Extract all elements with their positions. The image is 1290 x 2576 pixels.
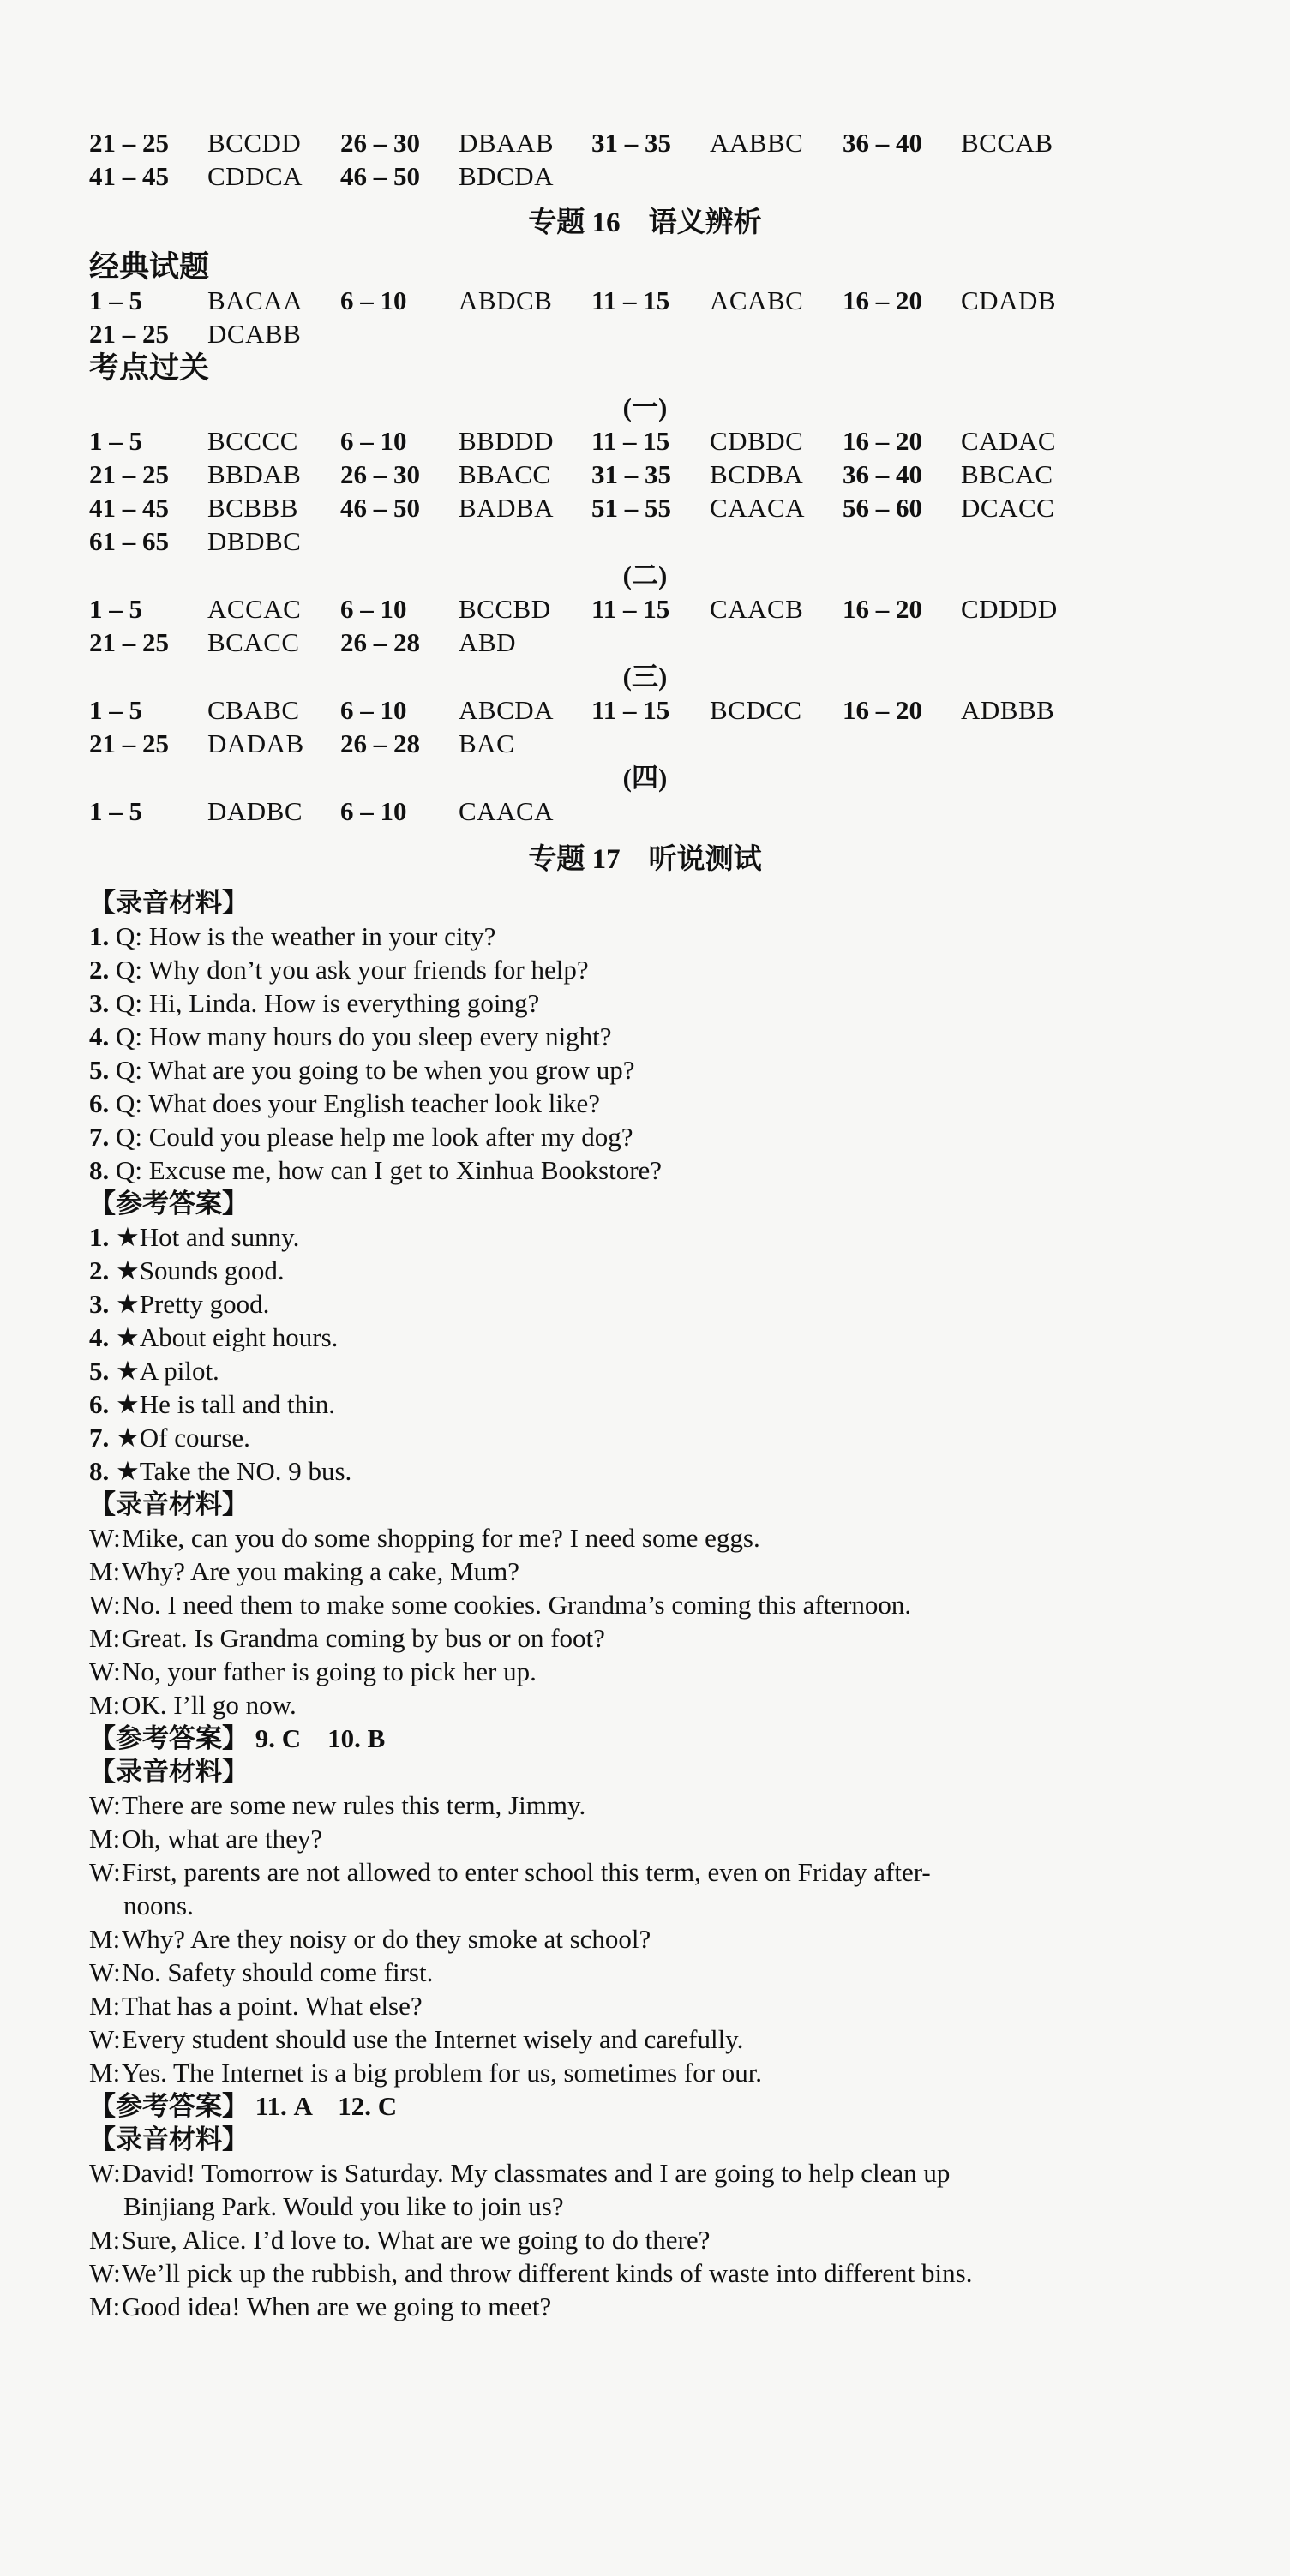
answer-letters: BAC [459,728,515,758]
question-range: 1 – 5 [89,695,142,725]
dialogue-line [89,1990,423,2022]
answer-letters: CDDDD [961,594,1058,624]
top-answer-row [89,127,1094,159]
answer-values: 11. A 12. C [249,2091,398,2121]
answer-group [843,285,1094,317]
answer-letters: CDDCA [207,161,303,191]
top-answer-row [89,160,591,193]
answer-letters: BBACC [459,459,551,489]
question-range: 61 – 65 [89,526,169,556]
question-range: 21 – 25 [89,128,169,158]
dialogue-line [89,1656,537,1688]
answer-letters: DCACC [961,493,1055,523]
question-line [89,1087,600,1120]
part-answer-row [89,626,591,659]
part-answer-row [89,525,340,558]
line-text: ★A pilot. [109,1356,219,1386]
answer-group [340,425,591,458]
utterance: Yes. The Internet is a big problem for us, sometimes for our. [122,2058,763,2088]
line-marker: 6. [89,1088,110,1118]
answer-letters: BCCCC [207,426,298,456]
answer-line-1 [89,1722,385,1755]
question-range: 6 – 10 [340,796,407,826]
line-marker: 4. [89,1322,110,1352]
answer-letters: BBDDD [459,426,555,456]
question-range: 51 – 55 [591,493,671,523]
dialogue-line [89,1923,651,1956]
answer-group [89,160,340,193]
line-marker: 1. [89,1222,110,1252]
question-range: 21 – 25 [89,459,169,489]
answer-group [843,593,1094,626]
speaker: W: [89,1790,121,1820]
speaker: W: [89,1857,121,1887]
answer-letters: DBAAB [459,128,555,158]
line-text: Q: How many hours do you sleep every night? [109,1021,612,1051]
answer-line [89,1355,219,1387]
answer-group [89,285,340,317]
speaker: M: [89,1924,121,1954]
line-text: ★He is tall and thin. [109,1389,335,1419]
question-range: 6 – 10 [340,285,407,315]
answer-group [89,626,340,659]
utterance: No. I need them to make some cookies. Grandma’s coming this afternoon. [122,1590,912,1620]
question-range: 16 – 20 [843,285,922,315]
line-marker: 8. [89,1456,110,1486]
line-text: ★Pretty good. [109,1289,270,1319]
line-marker: 3. [89,988,110,1018]
question-range: 11 – 15 [591,426,670,456]
utterance: Good idea! When are we going to meet? [122,2291,552,2321]
question-range: 16 – 20 [843,426,922,456]
line-marker: 4. [89,1021,110,1051]
utterance: First, parents are not allowed to enter school this term, even on Friday after- [122,1857,931,1887]
dialogue-line [89,1789,585,1822]
speaker: W: [89,2158,121,2188]
answer-letters: BCDCC [710,695,802,725]
answer-group [843,127,1094,159]
speaker: W: [89,1523,121,1553]
answer-group [591,458,843,491]
line-text: ★Hot and sunny. [109,1222,300,1252]
dialogue-line [89,2157,950,2190]
answer-line [89,1388,335,1421]
answer-letters: ABD [459,627,516,657]
answer-group [340,127,591,159]
answer-letters: DBDBC [207,526,302,556]
line-marker: 6. [89,1389,110,1419]
answer-line [89,1321,338,1354]
dialogue-line [89,1856,931,1889]
topic16-title: 专题 16 语义辨析 [528,207,762,238]
utterance: There are some new rules this term, Jimmy. [122,1790,586,1820]
answer-letters: AABBC [710,128,804,158]
question-range: 26 – 28 [340,728,420,758]
question-range: 11 – 15 [591,695,670,725]
question-range: 1 – 5 [89,796,142,826]
speaker: W: [89,2258,121,2288]
dialogue-line [89,1689,297,1722]
question-line [89,1054,635,1087]
question-range: 56 – 60 [843,493,922,523]
answer-group [89,492,340,524]
part-answer-row [89,593,1094,626]
dialogue-line [89,2257,972,2290]
part-answer-row [89,728,591,760]
part-answer-row [89,458,1094,491]
classic-heading: 经典试题 [89,250,210,284]
speaker: M: [89,2058,121,2088]
dialogue-line [89,1589,911,1621]
utterance: We’ll pick up the rubbish, and throw different kinds of waste into different bins. [122,2258,973,2288]
question-range: 6 – 10 [340,426,407,456]
utterance: Mike, can you do some shopping for me? I need some eggs. [122,1523,760,1553]
answer-letters: CAACA [459,796,555,826]
line-text: Q: Hi, Linda. How is everything going? [109,988,540,1018]
part-answer-row [89,425,1094,458]
utterance: Great. Is Grandma coming by bus or on foot? [122,1623,605,1653]
question-line [89,920,495,953]
question-range: 46 – 50 [340,493,420,523]
utterance: Sure, Alice. I’d love to. What are we going to do there? [122,2225,711,2255]
speaker: M: [89,1991,121,2021]
part-answer-row [89,795,591,828]
line-marker: 2. [89,1255,110,1285]
speaker: W: [89,1957,121,1987]
line-text: Q: Could you please help me look after my dog? [109,1122,633,1152]
question-range: 1 – 5 [89,285,142,315]
answer-group [843,694,1094,727]
question-range: 31 – 35 [591,128,671,158]
question-range: 11 – 15 [591,285,670,315]
answer-group [340,728,591,760]
question-range: 11 – 15 [591,594,670,624]
answer-tag: 【参考答案】 [89,2091,249,2121]
answer-letters: CAACB [710,594,804,624]
answer-letters: ADBBB [961,695,1055,725]
question-line [89,1121,633,1153]
line-marker: 5. [89,1055,110,1085]
question-range: 21 – 25 [89,627,169,657]
line-text: ★Of course. [109,1423,250,1453]
answer-letters: CAACA [710,493,806,523]
speaker: M: [89,2225,121,2255]
part-answer-row [89,694,1094,727]
question-range: 6 – 10 [340,594,407,624]
answer-letters: BBCAC [961,459,1053,489]
question-range: 41 – 45 [89,493,169,523]
answer-letters: BADBA [459,493,555,523]
line-text: Q: Excuse me, how can I get to Xinhua Bookstore? [109,1155,663,1185]
utterance: Every student should use the Internet wisely and carefully. [122,2024,744,2054]
answer-group [340,492,591,524]
dialogue-line [89,1823,322,1855]
line-marker: 7. [89,1423,110,1453]
question-range: 41 – 45 [89,161,169,191]
dialogue-line [89,1622,605,1655]
answer-letters: DADBC [207,796,303,826]
answer-letters: BDCDA [459,161,555,191]
answer-group [591,285,843,317]
speaker: M: [89,2291,121,2321]
dialogue-line [89,2291,551,2323]
answer-letters: ABCDA [459,695,555,725]
answer-group [340,160,591,193]
answer-group [843,425,1094,458]
recording-tag: 【录音材料】 [89,1757,249,1787]
answer-group [340,458,591,491]
dialogue-line: Binjiang Park. Would you like to join us? [123,2191,564,2221]
dialogue-line [89,2057,762,2089]
answer-group [89,593,340,626]
question-range: 1 – 5 [89,426,142,456]
answer-group [340,795,591,828]
answer-group [843,492,1094,524]
part-label: (三) [622,662,668,692]
speaker: M: [89,1690,121,1720]
answer-letters: BCACC [207,627,300,657]
answer-group [89,127,340,159]
answer-letters: ACCAC [207,594,302,624]
dialogue-line [89,1522,760,1555]
line-text: Q: Why don’t you ask your friends for help? [109,955,589,985]
answer-values: 9. C 10. B [249,1723,386,1753]
utterance: OK. I’ll go now. [122,1690,297,1720]
answer-letters: BCDBA [710,459,804,489]
dialogue-line [89,2224,710,2256]
answer-letters: CDBDC [710,426,804,456]
answer-letters: ACABC [710,285,804,315]
part-label: (四) [622,763,668,793]
classic-answer-row [89,285,1094,317]
utterance: No, your father is going to pick her up. [122,1656,537,1686]
answer-group [89,318,340,350]
question-line [89,1154,662,1187]
question-line [89,987,539,1020]
line-text: Q: What are you going to be when you grow up? [109,1055,635,1085]
line-text: ★Sounds good. [109,1255,285,1285]
question-line [89,954,589,986]
answer-letters: CBABC [207,695,300,725]
answer-group [340,593,591,626]
answer-tag: 【参考答案】 [89,1189,249,1219]
line-text: ★Take the NO. 9 bus. [109,1456,352,1486]
answer-group [89,694,340,727]
answer-group [89,795,340,828]
answer-line [89,1455,351,1488]
answer-line-2 [89,2090,397,2123]
exam-heading: 考点过关 [89,351,210,385]
answer-group [591,127,843,159]
answer-group [843,458,1094,491]
line-marker: 7. [89,1122,110,1152]
answer-tag: 【参考答案】 [89,1723,249,1753]
line-marker: 2. [89,955,110,985]
question-range: 21 – 25 [89,728,169,758]
line-marker: 1. [89,921,110,951]
answer-letters: DADAB [207,728,304,758]
answer-letters: BCBBB [207,493,298,523]
dialogue-line [89,2023,743,2056]
question-line [89,1021,612,1053]
part-answer-row [89,492,1094,524]
question-range: 26 – 28 [340,627,420,657]
question-range: 36 – 40 [843,128,922,158]
speaker: M: [89,1824,121,1854]
speaker: M: [89,1623,121,1653]
part-label: (二) [622,560,668,590]
line-text: Q: How is the weather in your city? [109,921,496,951]
speaker: W: [89,1590,121,1620]
answer-group [340,694,591,727]
line-marker: 8. [89,1155,110,1185]
utterance: Oh, what are they? [122,1824,323,1854]
question-range: 1 – 5 [89,594,142,624]
recording-tag: 【录音材料】 [89,888,249,918]
classic-answer-row [89,318,340,350]
answer-letters: BBDAB [207,459,302,489]
answer-letters: ABDCB [459,285,553,315]
answer-letters: BCCDD [207,128,302,158]
answer-group [89,425,340,458]
utterance: Why? Are you making a cake, Mum? [122,1556,519,1586]
answer-letters: BCCBD [459,594,551,624]
speaker: W: [89,1656,121,1686]
answer-group [591,492,843,524]
dialogue-line: noons. [123,1890,194,1920]
question-range: 6 – 10 [340,695,407,725]
answer-group [591,694,843,727]
speaker: W: [89,2024,121,2054]
line-marker: 3. [89,1289,110,1319]
dialogue-line [89,1555,519,1588]
recording-tag: 【录音材料】 [89,2124,249,2154]
answer-letters: DCABB [207,319,302,349]
question-range: 46 – 50 [340,161,420,191]
answer-line [89,1422,250,1454]
line-marker: 5. [89,1356,110,1386]
answer-group [89,525,340,558]
utterance: That has a point. What else? [122,1991,423,2021]
answer-group [340,626,591,659]
question-range: 26 – 30 [340,459,420,489]
question-range: 16 – 20 [843,695,922,725]
line-text: Q: What does your English teacher look like? [109,1088,601,1118]
answer-group [591,425,843,458]
part-label: (一) [622,392,668,422]
question-range: 16 – 20 [843,594,922,624]
topic17-title: 专题 17 听说测试 [528,844,762,875]
answer-group [89,458,340,491]
recording-tag: 【录音材料】 [89,1489,249,1519]
question-range: 31 – 35 [591,459,671,489]
question-range: 36 – 40 [843,459,922,489]
question-range: 21 – 25 [89,319,169,349]
answer-letters: CDADB [961,285,1057,315]
utterance: No. Safety should come first. [122,1957,434,1987]
answer-group [89,728,340,760]
answer-letters: CADAC [961,426,1057,456]
utterance: Why? Are they noisy or do they smoke at school? [122,1924,651,1954]
answer-group [591,593,843,626]
answer-letters: BACAA [207,285,303,315]
utterance: David! Tomorrow is Saturday. My classmates and I are going to help clean up [122,2158,951,2188]
speaker: M: [89,1556,121,1586]
dialogue-line [89,1956,433,1989]
answer-line [89,1221,299,1254]
question-range: 26 – 30 [340,128,420,158]
answer-line [89,1255,285,1287]
answer-line [89,1288,269,1321]
answer-group [340,285,591,317]
line-text: ★About eight hours. [109,1322,339,1352]
answer-letters: BCCAB [961,128,1053,158]
